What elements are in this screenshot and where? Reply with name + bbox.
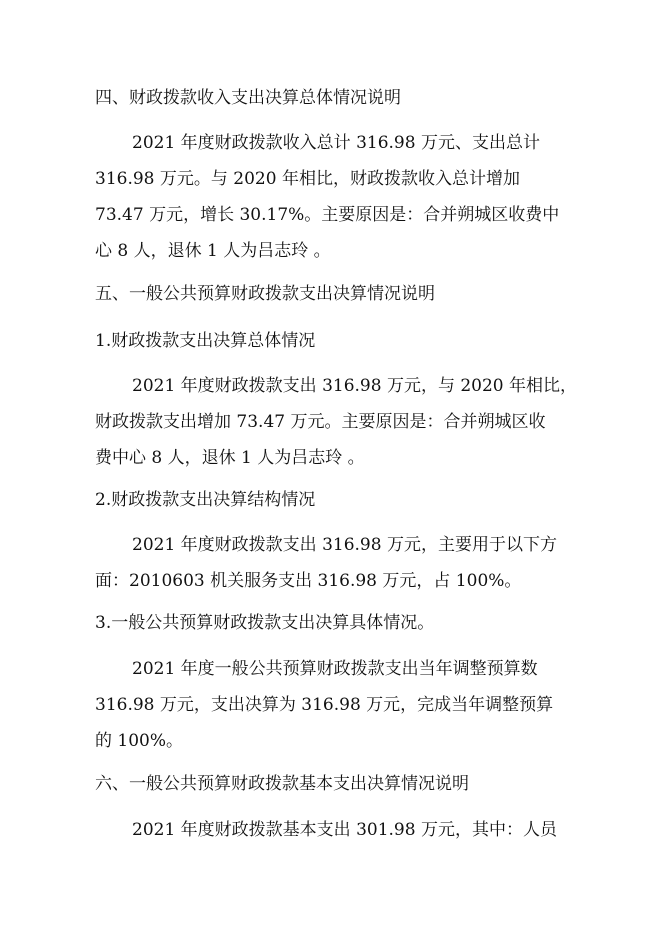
- paragraph-line: 2021 年度财政拨款基本支出 301.98 万元，其中：人员: [132, 820, 557, 840]
- paragraph-line: 316.98 万元。与 2020 年相比，财政拨款收入总计增加: [95, 169, 520, 189]
- paragraph-line: 2021 年度一般公共预算财政拨款支出当年调整预算数: [132, 659, 538, 679]
- paragraph-line: 费中心 8 人，退休 1 人为吕志玲 。: [95, 448, 365, 468]
- section-4-paragraph: [95, 125, 575, 269]
- section-5-3-paragraph: [95, 651, 575, 759]
- section-6-heading: 六、一般公共预算财政拨款基本支出决算情况说明: [95, 774, 469, 794]
- section-5-heading: 五、一般公共预算财政拨款支出决算情况说明: [95, 284, 435, 304]
- section-5-1-paragraph: [95, 368, 578, 476]
- paragraph-line: 2021 年度财政拨款支出 316.98 万元，与 2020 年相比，: [132, 376, 578, 396]
- paragraph-line: 73.47 万元，增长 30.17%。主要原因是：合并朔城区收费中: [95, 205, 560, 225]
- paragraph-line: 316.98 万元，支出决算为 316.98 万元，完成当年调整预算: [95, 695, 554, 715]
- section-5-2-paragraph: [95, 527, 575, 599]
- section-5-1-heading: 1.财政拨款支出决算总体情况: [95, 331, 316, 351]
- section-5-2-heading: 2.财政拨款支出决算结构情况: [95, 490, 316, 510]
- paragraph-line: 2021 年度财政拨款支出 316.98 万元，主要用于以下方: [132, 535, 557, 555]
- paragraph-line: 2021 年度财政拨款收入总计 316.98 万元、支出总计: [132, 133, 540, 153]
- paragraph-line: 的 100%。: [95, 731, 184, 751]
- paragraph-line: 面：2010603 机关服务支出 316.98 万元，占 100%。: [95, 571, 522, 591]
- section-6-paragraph: [95, 812, 575, 848]
- section-5-3-heading: 3.一般公共预算财政拨款支出决算具体情况。: [95, 613, 435, 633]
- paragraph-line: 心 8 人，退休 1 人为吕志玲 。: [95, 241, 331, 261]
- section-4-heading: 四、财政拨款收入支出决算总体情况说明: [95, 88, 401, 108]
- paragraph-line: 财政拨款支出增加 73.47 万元。主要原因是：合并朔城区收: [95, 412, 546, 432]
